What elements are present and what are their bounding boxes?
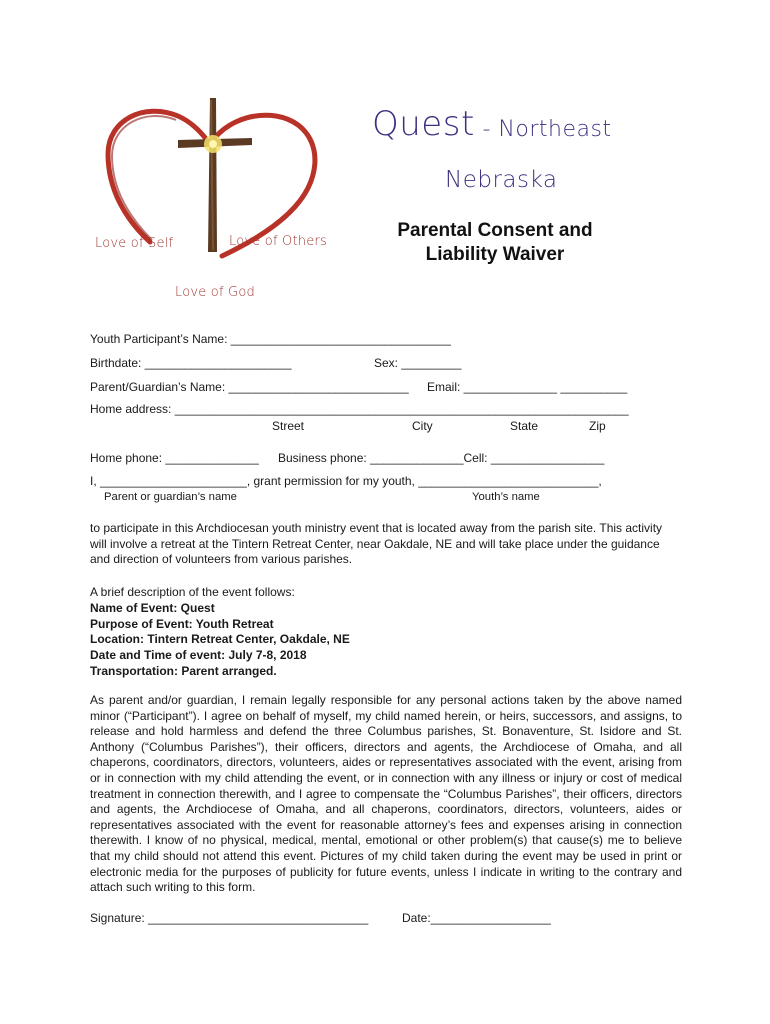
city-caption: City [412,419,433,433]
home-phone-field[interactable]: Home phone: ______________ [90,451,259,465]
love-of-self-label: Love of Self [95,236,174,251]
event-name: Name of Event: Quest [90,600,215,615]
brand-northeast: - Northeast [475,117,612,142]
brand-nebraska: Nebraska [445,167,558,193]
title-line-1: Parental Consent and [397,220,593,241]
sex-field[interactable]: Sex: _________ [374,356,462,370]
business-cell-phone-field[interactable]: Business phone: ______________Cell: _________________ [278,451,605,465]
date-field[interactable]: Date:__________________ [402,911,551,925]
birthdate-field[interactable]: Birthdate: ______________________ [90,356,292,370]
event-location: Location: Tintern Retreat Center, Oakdale, NE [90,632,350,647]
signature-field[interactable]: Signature: _________________________________ [90,911,369,925]
love-of-god-label: Love of God [175,285,255,300]
permission-line[interactable]: I, ______________________, grant permission for my youth, ___________________________, [90,474,602,488]
event-description [90,585,682,680]
event-purpose: Purpose of Event: Youth Retreat [90,616,274,631]
youth-name-caption: Youth’s name [472,491,540,503]
event-transportation: Transportation: Parent arranged. [90,663,277,678]
title-line-2: Liability Waiver [425,244,565,265]
zip-caption: Zip [589,419,606,433]
street-caption: Street [272,419,305,433]
waiver-paragraph: As parent and/or guardian, I remain legally responsible for any personal actions taken by the above named minor (“Participant”). I agree on behalf of myself, my child named herein, or heirs, successors, and assigns, to release and hold harmless and defend the three Columbus parishes, St. Bonaventure, St. Isidore and St. Anthony (“Columbus Parishes”), their officers, directors and agents, the Archdiocese of Omaha, and all chaperons, coordinators, directors, volunteers, aides or representatives associated with the event, arising from or in connection with my child attending the event, or in connection with any illness or injury or cost of medical treatment in connection therewith, and I agree to compensate the “Columbus Parishes”, their officers, directors and agents, the Archdiocese of Omaha, and all chaperons, coordinators, directors, volunteers, aides or representatives associated with the event for reasonable attorney’s fees and expenses arising in connection therewith. I know of no physical, medical, mental, emotional or other problem(s) that cause(s) me to believe that my child should not attend this event. Pictures of my child taken during the event may be used in print or electronic media for the purposes of publicity for future events, unless I indicate in writing to the contrary and attach such writing to this form. [90,693,682,895]
state-caption: State [510,419,539,433]
brand-quest: Quest [372,104,475,144]
document-title [370,219,620,267]
guardian-name-field[interactable]: Parent/Guardian’s Name: ___________________________ [90,380,409,394]
home-address-field[interactable]: Home address: ____________________________________________________________________ [90,402,629,416]
guardian-name-caption: Parent or guardian’s name [104,491,237,503]
love-of-others-label: Love of Others [229,234,327,249]
event-intro: A brief description of the event follows: [90,585,295,599]
youth-name-field[interactable]: Youth Participant’s Name: _________________________________ [90,332,451,346]
email-field[interactable]: Email: ______________ __________ [427,380,628,394]
event-date: Date and Time of event: July 7-8, 2018 [90,648,307,663]
intro-paragraph: to participate in this Archdiocesan youth ministry event that is located away from the parish site. This activity will involve a retreat at the Tintern Retreat Center, near Oakdale, NE and will take place under the guidance and direction of volunteers from various parishes. [90,521,663,567]
